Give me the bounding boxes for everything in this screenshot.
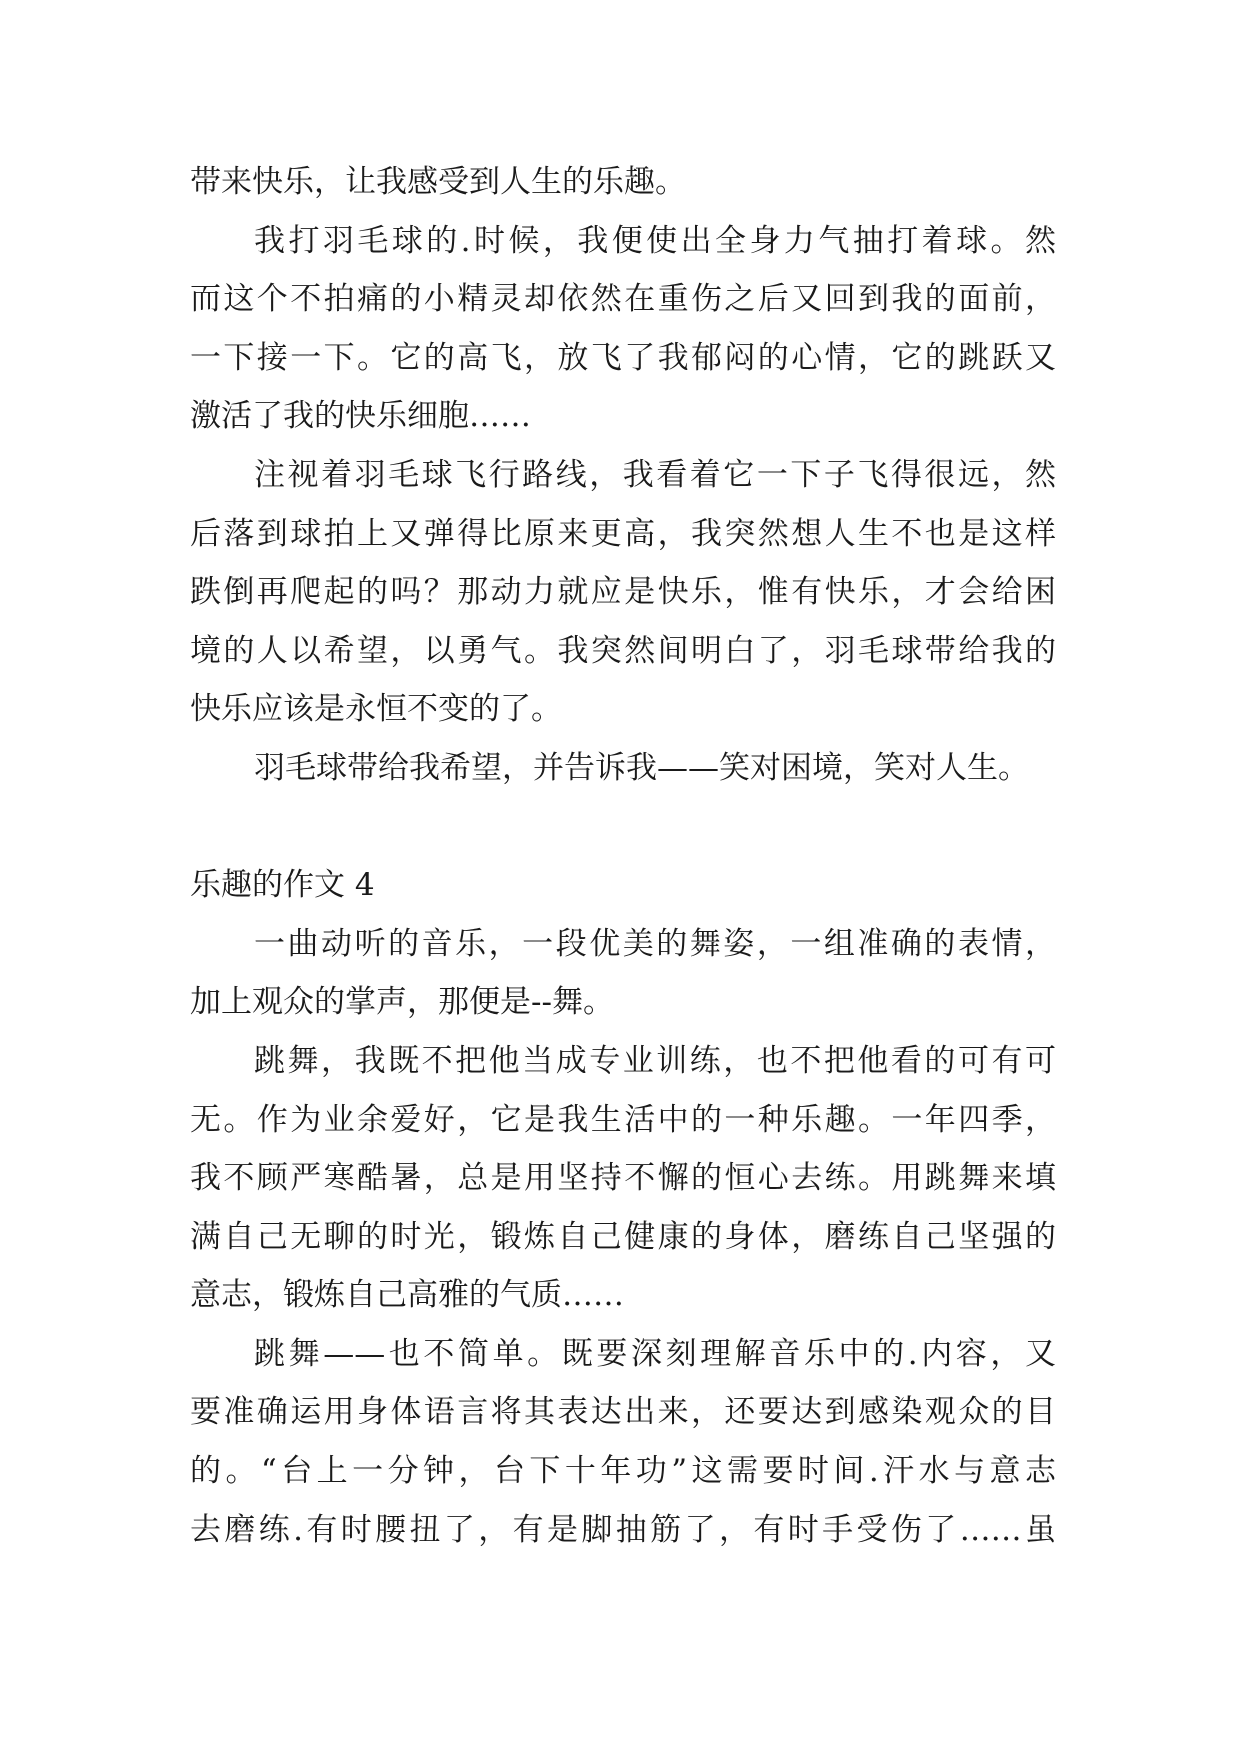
paragraph-first-line: 注视着羽毛球飞行路线，我看着它一下子飞得很远，然 bbox=[254, 456, 1056, 493]
section-gap bbox=[190, 798, 1056, 857]
text-line: 要准确运用身体语言将其表达出来，还要达到感染观众的目 bbox=[190, 1394, 1056, 1431]
paragraph-first-line: 跳舞——也不简单。既要深刻理解音乐中的.内容，又 bbox=[254, 1335, 1056, 1372]
text-line: 的。“台上一分钟，台下十年功”这需要时间.汗水与意志 bbox=[190, 1453, 1056, 1490]
text-line: 境的人以希望，以勇气。我突然间明白了，羽毛球带给我的 bbox=[190, 632, 1056, 669]
text-line: 激活了我的快乐细胞…… bbox=[190, 398, 531, 435]
paragraph-first-line: 我打羽毛球的.时候，我便使出全身力气抽打着球。然 bbox=[254, 222, 1056, 259]
text-line: 满自己无聊的时光，锻炼自己健康的身体，磨练自己坚强的 bbox=[190, 1218, 1056, 1255]
text-line: 带来快乐，让我感受到人生的乐趣。 bbox=[190, 164, 686, 200]
text-line: 意志，锻炼自己高雅的气质…… bbox=[190, 1277, 624, 1314]
paragraph-first-line: 一曲动听的音乐，一段优美的舞姿，一组准确的表情， bbox=[254, 925, 1056, 962]
paragraph-first-line: 羽毛球带给我希望，并告诉我——笑对困境，笑对人生。 bbox=[254, 749, 1029, 786]
document-body bbox=[190, 153, 1056, 1559]
text-line: 快乐应该是永恒不变的了。 bbox=[190, 691, 562, 728]
text-line: 后落到球拍上又弹得比原来更高，我突然想人生不也是这样 bbox=[190, 515, 1056, 552]
text-line: 无。作为业余爱好，它是我生活中的一种乐趣。一年四季， bbox=[190, 1101, 1056, 1138]
text-line: 我不顾严寒酷暑，总是用坚持不懈的恒心去练。用跳舞来填 bbox=[190, 1160, 1056, 1197]
text-line: 加上观众的掌声，那便是--舞。 bbox=[190, 984, 614, 1021]
text-line: 一下接一下。它的高飞，放飞了我郁闷的心情，它的跳跃又 bbox=[190, 339, 1056, 376]
paragraph-first-line: 跳舞，我既不把他当成专业训练，也不把他看的可有可 bbox=[254, 1042, 1056, 1079]
text-line: 而这个不拍痛的小精灵却依然在重伤之后又回到我的面前， bbox=[190, 281, 1056, 318]
text-line: 跌倒再爬起的吗？那动力就应是快乐，惟有快乐，才会给困 bbox=[190, 574, 1056, 611]
section-title: 乐趣的作文 4 bbox=[190, 867, 375, 904]
text-line: 去磨练.有时腰扭了，有是脚抽筋了，有时手受伤了……虽 bbox=[190, 1511, 1056, 1548]
